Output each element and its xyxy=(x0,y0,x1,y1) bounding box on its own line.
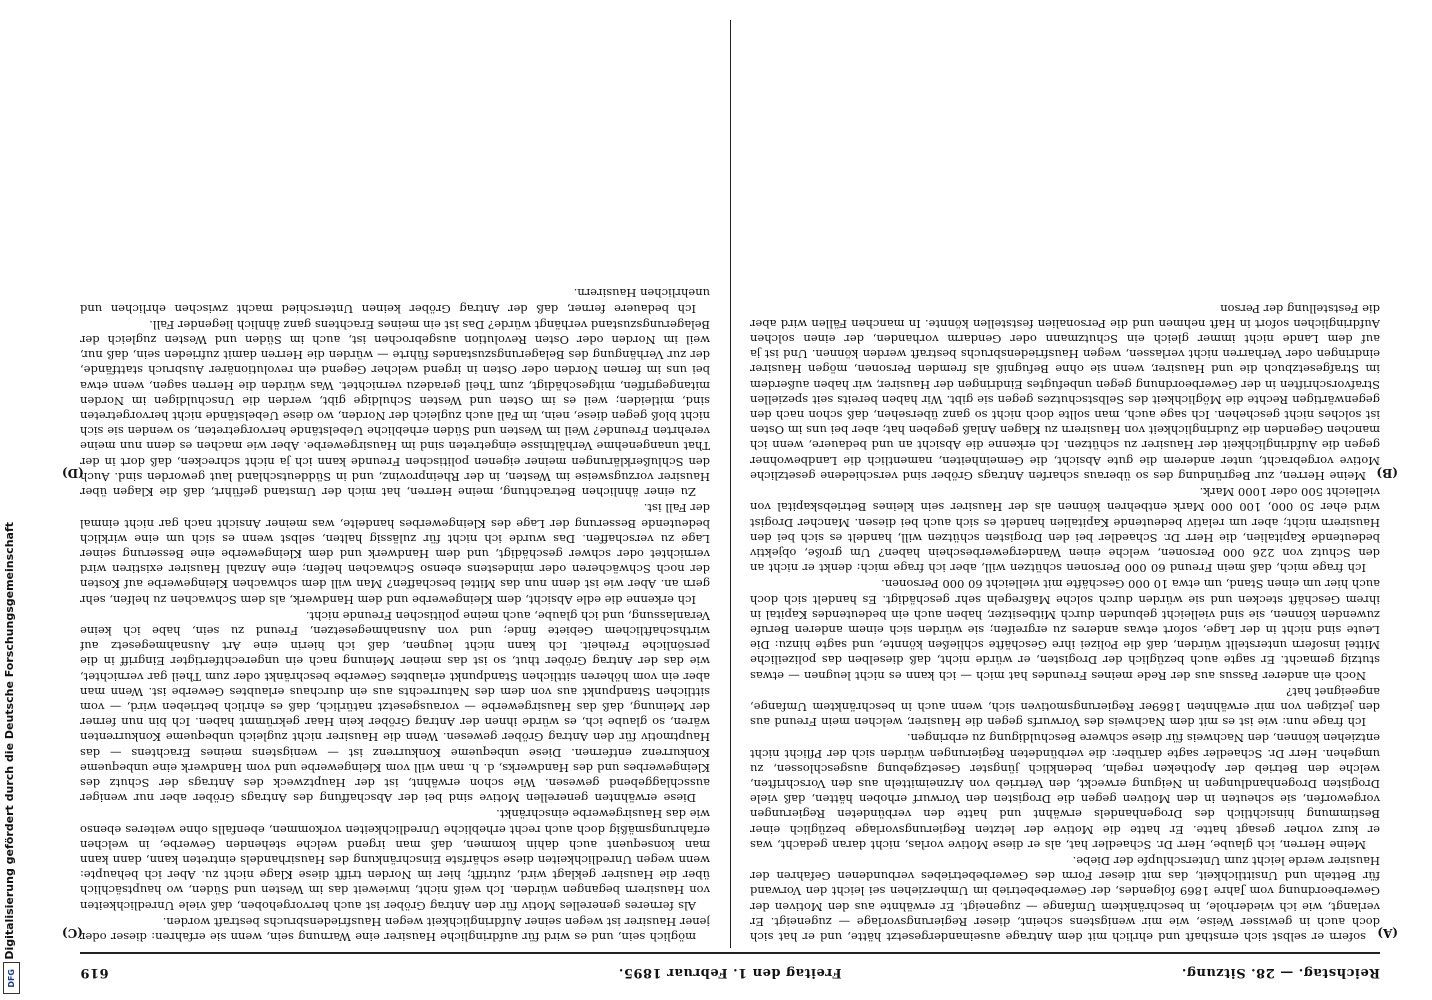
paragraph: sofern er selbst sich ernsthaft und ehrlich mit dem Antrage auseinandergesetzt hätte, und er hat sich doch auch in gewisser Weise, wie mir wenigstens scheint, dieser Regierungsvorlage — zugeneigt. Er verlangt, wie ich wiederhole, in beschränktem Umfange — zugeneigt. Er erwähnte aus den Motiven der Gewerbeordnung vom Jahre 1869 folgendes, der Gewerbebetrieb im Umherziehen sei leicht den Vorwand für Betteln und Unsittlichkeit, das mit dieser Form des Gewerbebetriebes verbundenen Gefahren der Hausirer werde leicht zum Unterschlupfe der Diebe. xyxy=(750,853,1380,944)
margin-mark-a: (A) xyxy=(1377,926,1398,940)
margin-mark-b: (B) xyxy=(1376,466,1398,480)
page-number: 619 xyxy=(80,965,109,980)
dfg-logo xyxy=(3,962,20,994)
paragraph: Ich frage mich, daß mein Freund 60 000 Personen schützen will, aber ich frage mich: denkt er nicht an den Schutz von 226 000 Personen, welche einen Wandergewerbeschein haben? Um große, objektiv bedeutende Kapitalien, die Herr Dr. Schaedler bei den Drogisten schützen will, handelt es sich bei den Hausirern nicht; aber um relativ bedeutende Kapitalien handelt es sich auch bei diesen. Mancher Drogist wird eher 50 000, 100 000 Mark entbehren können als der Hausirer sein kleines Betriebskapital von vielleicht 500 oder 1000 Mark. xyxy=(750,485,1380,576)
page-header xyxy=(80,958,1380,980)
header-rule xyxy=(80,952,1380,954)
attribution-text: Digitalisierung gefördert durch die Deutsche Forschungsgemeinschaft xyxy=(3,522,16,960)
paragraph: Meine Herren, ich glaube, Herr Dr. Schaedler hat, als er diese Motive vorlas, nicht daran gedacht, was er kurz vorher gesagt hatte. Er hatte die Motive der letzten Regierungsvorlage bezüglich einer Bestimmung hinsichtlich des Drogenhandels erwähnt und hatte den verbündeten Regierungen vorgeworfen, sie scheuten in den Motiven gegen die Drogisten den Vorwurf erhoben hätten, daß viele Drogisten Drogenhandlungen in Neigung erweckt, den Vertrieb von Arzneimitteln aus den Vorschriften, welche den Betrieb der Apotheken regeln, bedenklich jüngster Gesetzgebung ausgeschlossen, zu umgehen. Herr Dr. Schaedler sagte darüber: die verbündeten Regierungen würden sich der Pflicht nicht entziehen können, den Nachweis für diese schwere Beschuldigung zu erbringen. xyxy=(750,731,1380,852)
header-session: Reichstag. — 28. Sitzung. xyxy=(1181,965,1380,980)
document-page xyxy=(60,0,1400,1000)
paragraph: Diese erwähnten generellen Motive sind bei der Abschaffung des Antrags Gröber aber nur weniger ausschlaggebend gewesen. Wie schon erwähnt, ist der Hauptzweck des Antrags der Schutz des Kleingewerbes und des Handwerks, d. h. man will vom Kleingewerbe und vom Handwerk eine unbequeme Konkurrenz entfernen. Diese unbequeme Konkurrenz ist — wenigstens meines Erachtens — das Hauptmotiv für den Antrag Gröber gewesen. Wenn die Hausirer nicht zugleich unbequeme Konkurrenten wären, so glaube ich, es würde ihnen der Antrag Gröber kein Haar gekrümmt haben. Ich bin nun ferner der Meinung, daß das Hausirgewerbe — vorausgesetzt natürlich, daß es ehrlich betrieben wird, — vom sittlichen Standpunkt aus von dem des Naturrechts aus ein durchaus erlaubtes Gewerbe ist. Wenn man aber ein vom höheren sittlichen Standpunkt erlaubtes Gewerbe beschränkt oder zum Theil gar vernichtet, wie das der Antrag Gröber thut, so ist das meiner Meinung nach ein ungerechtfertigter Eingriff in die persönliche Freiheit. Ich kann nicht leugnen, daß ich hierin eine Art Ausnahmegesetz auf wirthschaftlichem Gebiete finde; und von Ausnahmegesetzen, Freund zu sein, habe ich keine Veranlassung, und ich glaube, auch meine politischen Freunde nicht. xyxy=(80,608,710,806)
paragraph: möglich sein, und es wird für aufdringliche Hausirer eine Warnung sein, wenn sie erfahren: dieser oder jener Hausirer ist wegen seiner Aufdringlichkeit wegen Hausfriedensbruchs bestraft worden. xyxy=(80,914,710,944)
paragraph: Zu einer ähnlichen Betrachtung, meine Herren, hat mich der Umstand geführt, daß die Klagen über Hausirer vorzugsweise im Westen, in der Rheinprovinz, und in Süddeutschland laut geworden sind. Auch den Schlußerklärungen meiner eigenen politischen Freunde kann ich ja nicht schrecken, daß dort in der That unangenehme Verhältnisse eingetreten sind im Hausirgewerbe. Aber wie machen es denn nun meine verehrten Freunde? Weil im Westen und Süden erhebliche Uebelstände hervorgetreten, so wenden sie sich nicht bloß gegen diese, nein, im Fall auch zugleich der Norden, wo diese Uebelstände nicht hervorgetreten sind, mitleiden; weil es im Osten und Westen Schuldige gibt, werden die Unschuldigen im Norden mitangegriffen, mitgeschädigt, zum Theil geradezu vernichtet. Was würden die Herren sagen, wenn etwa bei uns im fernen Norden oder Osten in irgend welcher Gegend ein revolutionärer Ausbruch stattfände, der zur Verhängung des Belagerungszustandes führte — würden die Herren damit zufrieden sein, daß nur, weil im Norden oder Osten Revolution ausgebrochen ist, auch im Süden und Westen zugleich der Belagerungszustand verhängt würde? Das ist ein meines Erachtens ganz ähnlich liegender Fall. xyxy=(80,317,710,500)
paragraph: Als ferneres generelles Motiv für den Antrag Gröber ist auch hervorgehoben, daß viele Unredlichkeiten von Hausirern begangen würden. Ich weiß nicht, inwieweit das im Westen und Süden, wo hauptsächlich über die Hausirer geklagt wird, zutrifft; hier im Norden trifft diese Klage nicht zu. Aber ich behaupte: wenn wegen Unredlichkeiten diese schärfste Einschränkung des Hausirhandels eintreten kann, dann kann man konsequent auch dahin kommen, daß man irgend welche stehenden Gewerbe, in welchen erfahrungsmäßig doch auch recht erhebliche Unredlichkeiten vorkommen, ebenfalls ohne weiteres ebenso wie das Hausirgewerbe einschränkt. xyxy=(80,807,710,913)
paragraph: Ich frage nun: wie ist es mit dem Nachweis des Vorwurfs gegen die Hausirer, welchen mein Freund aus den jetzigen von mir erwähnten 1869er Regierungsmotiven sich, wenn auch in beschränktem Umfange, angeeignet hat? xyxy=(750,684,1380,730)
dfg-logo-label: DFG xyxy=(7,968,16,988)
margin-mark-d: (D) xyxy=(62,466,84,480)
paragraph: Ich bedauere ferner, daß der Antrag Gröber keinen Unterschied macht zwischen ehrlichen und unehrlichen Hausirern. xyxy=(80,286,710,316)
paragraph: Ich erkenne die edle Absicht, dem Kleingewerbe und dem Handwerk, als dem Schwachen zu helfen, sehr gern an. Aber wie ist denn nun das Mittel beschaffen? Man will dem schwachen Kleingewerbe auf Kosten der noch Schwächeren oder mindestens ebenso Schwachen helfen; eine Anzahl Hausirer existiren wird vernichtet oder schwer geschädigt, und dem Handwerk und dem Kleingewerbe eine Besserung seiner Lage zu verschaffen. Das wurde ich nicht für zulässig halten, selbst wenn es sich um eine wirklich bedeutende Besserung der Lage des Kleingewerbes handelte, was meiner Ansicht nach gar nicht einmal der Fall ist. xyxy=(80,501,710,607)
left-column xyxy=(750,20,1380,944)
margin-mark-c: (C) xyxy=(62,926,83,940)
column-divider xyxy=(730,20,731,948)
paragraph: Noch ein anderer Passus aus der Rede meines Freundes hat mich — ich kann es nicht leugnen — etwas stutzig gemacht. Er sagte auch bezüglich der Drogisten, er würde nicht, daß dieselben das polizeiliche Mittel insofern unterstellt würden, daß die Polizei ihre Geschäfte schließen könnte, und sagte hinzu: Die Leute sind nicht in der Lage, sofort etwas anderes zu ergreifen; sie würden sich einem anderen Berufe zuwenden können, sie sind vielleicht gebunden durch Mitbesitzer, haben auch ein bedeutendes Kapital in ihrem Geschäft stecken und sie würden durch solche Maßregeln sehr geschädigt. Es handelt sich doch auch hier um einen Stand, um etwa 10 000 Geschäfte mit vielleicht 60 000 Personen. xyxy=(750,577,1380,683)
right-column xyxy=(80,20,710,944)
paragraph: Meine Herren, zur Begründung des so überaus scharfen Antrags Gröber sind verschiedene gesetzliche Motive vorgebracht, unter anderem die gute Absicht, die Gemeinheiten, namentlich die Landbewohner gegen die Aufdringlichkeit der Hausirer zu schützen. Ich erkenne die Absicht an und bedauere, wenn ich manchen Gegenden die Zudringlichkeit von Hausirern zu Klagen Anlaß gegeben hat; aber bei uns im Osten ist solches nicht geschehen. Ich sage auch, man sollte doch nicht so ganz übersehen, daß schon nach den gegenwärtigen Rechte die Möglichkeit des Selbstschutzes gegen sie gibt. Wir haben bereits seit speziellen Strafvorschriften in der Gewerbeordnung gegen unbefugtes Eindringen der Hausirer, wir haben außerdem im Strafgesetzbuch die und Hausirer, wenn sie ohne Befugniß als fremden Personen, mögen Hausirer eindringen oder Verharren nicht verlassen, wegen Hausfriedensbruchs bestraft werden können. Und ist ja auf dem Lande nicht immer gleich ein Schutzmann oder Gendarm vorhanden, der einen solchen Aufdringlichen sofort in Haft nehmen und die Personalien feststellen könnte. In manchen Fällen wird aber die Feststellung der Person xyxy=(750,301,1380,483)
header-date: Freitag den 1. Februar 1895. xyxy=(618,965,842,980)
attribution-strip xyxy=(0,0,22,1000)
